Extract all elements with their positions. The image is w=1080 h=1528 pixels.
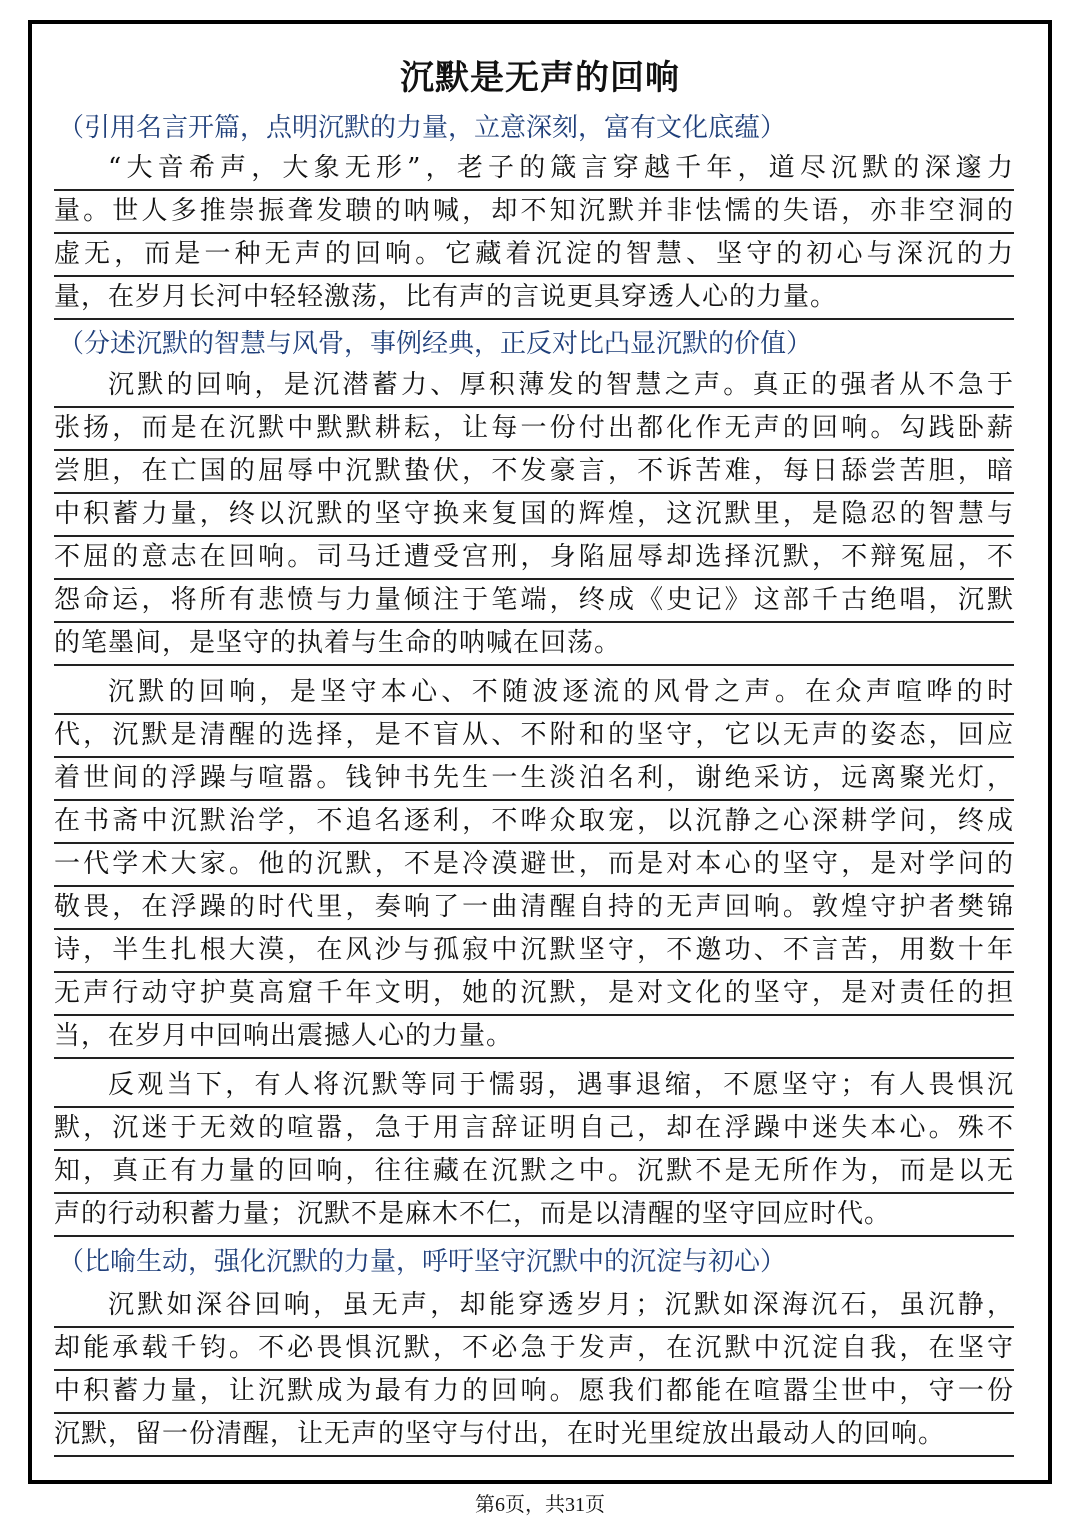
text-line: 量，在岁月长河中轻轻激荡，比有声的言说更具穿透人心的力量。 bbox=[54, 277, 1014, 320]
essay-title: 沉默是无声的回响 bbox=[400, 58, 680, 98]
text-line: 默，沉迷于无效的喧嚣，急于用言辞证明自己，却在浮躁中迷失本心。殊不 bbox=[54, 1108, 1014, 1151]
annotation-note: （比喻生动，强化沉默的力量，呼吁坚守沉默中的沉淀与初心） bbox=[58, 1247, 787, 1277]
text-line: 无声行动守护莫高窟千年文明，她的沉默，是对文化的坚守，是对责任的担 bbox=[54, 973, 1014, 1016]
text-line: 在书斋中沉默治学，不追名逐利，不哗众取宠，以沉静之心深耕学问，终成 bbox=[54, 801, 1014, 844]
text-line: 沉默如深谷回响，虽无声，却能穿透岁月；沉默如深海沉石，虽沉静， bbox=[54, 1285, 1014, 1328]
text-line: 一代学术大家。他的沉默，不是冷漠避世，而是对本心的坚守，是对学问的 bbox=[54, 844, 1014, 887]
text-line: 中积蓄力量，让沉默成为最有力的回响。愿我们都能在喧嚣尘世中，守一份 bbox=[54, 1371, 1014, 1414]
text-line: 沉默的回响，是坚守本心、不随波逐流的风骨之声。在众声喧哗的时 bbox=[54, 672, 1014, 715]
page-footer: 第6页，共31页 bbox=[475, 1494, 605, 1516]
text-line: 反观当下，有人将沉默等同于懦弱，遇事退缩，不愿坚守；有人畏惧沉 bbox=[54, 1065, 1014, 1108]
text-line: 当，在岁月中回响出震撼人心的力量。 bbox=[54, 1016, 1014, 1059]
text-line: 诗，半生扎根大漠，在风沙与孤寂中沉默坚守，不邀功、不言苦，用数十年 bbox=[54, 930, 1014, 973]
text-line: 张扬，而是在沉默中默默耕耘，让每一份付出都化作无声的回响。勾践卧薪 bbox=[54, 408, 1014, 451]
text-line: 却能承载千钧。不必畏惧沉默，不必急于发声，在沉默中沉淀自我，在坚守 bbox=[54, 1328, 1014, 1371]
text-line: 虚无，而是一种无声的回响。它藏着沉淀的智慧、坚守的初心与深沉的力 bbox=[54, 234, 1014, 277]
paragraph bbox=[54, 1065, 1014, 1237]
text-line: 怨命运，将所有悲愤与力量倾注于笔端，终成《史记》这部千古绝唱，沉默 bbox=[54, 580, 1014, 623]
text-line: 沉默的回响，是沉潜蓄力、厚积薄发的智慧之声。真正的强者从不急于 bbox=[54, 365, 1014, 408]
text-line: 量。世人多推崇振聋发聩的呐喊，却不知沉默并非怯懦的失语，亦非空洞的 bbox=[54, 191, 1014, 234]
text-line: 不屈的意志在回响。司马迁遭受宫刑，身陷屈辱却选择沉默，不辩冤屈，不 bbox=[54, 537, 1014, 580]
text-line: 沉默，留一份清醒，让无声的坚守与付出，在时光里绽放出最动人的回响。 bbox=[54, 1414, 1014, 1457]
text-line: 知，真正有力量的回响，往往藏在沉默之中。沉默不是无所作为，而是以无 bbox=[54, 1151, 1014, 1194]
text-line: 的笔墨间，是坚守的执着与生命的呐喊在回荡。 bbox=[54, 623, 1014, 666]
paragraph bbox=[54, 365, 1014, 666]
text-line: “大音希声，大象无形”，老子的箴言穿越千年，道尽沉默的深邃力 bbox=[54, 148, 1014, 191]
paragraph bbox=[54, 1285, 1014, 1457]
text-line: 敬畏，在浮躁的时代里，奏响了一曲清醒自持的无声回响。敦煌守护者樊锦 bbox=[54, 887, 1014, 930]
text-line: 中积蓄力量，终以沉默的坚守换来复国的辉煌，这沉默里，是隐忍的智慧与 bbox=[54, 494, 1014, 537]
text-line: 尝胆，在亡国的屈辱中沉默蛰伏，不发豪言，不诉苦难，每日舔尝苦胆，暗 bbox=[54, 451, 1014, 494]
paragraph bbox=[54, 672, 1014, 1059]
annotation-note: （引用名言开篇，点明沉默的力量，立意深刻，富有文化底蕴） bbox=[58, 113, 787, 143]
text-line: 代，沉默是清醒的选择，是不盲从、不附和的坚守，它以无声的姿态，回应 bbox=[54, 715, 1014, 758]
text-line: 声的行动积蓄力量；沉默不是麻木不仁，而是以清醒的坚守回应时代。 bbox=[54, 1194, 1014, 1237]
text-line: 着世间的浮躁与喧嚣。钱钟书先生一生淡泊名利，谢绝采访，远离聚光灯， bbox=[54, 758, 1014, 801]
annotation-note: （分述沉默的智慧与风骨，事例经典，正反对比凸显沉默的价值） bbox=[58, 329, 813, 359]
paragraph bbox=[54, 148, 1014, 320]
